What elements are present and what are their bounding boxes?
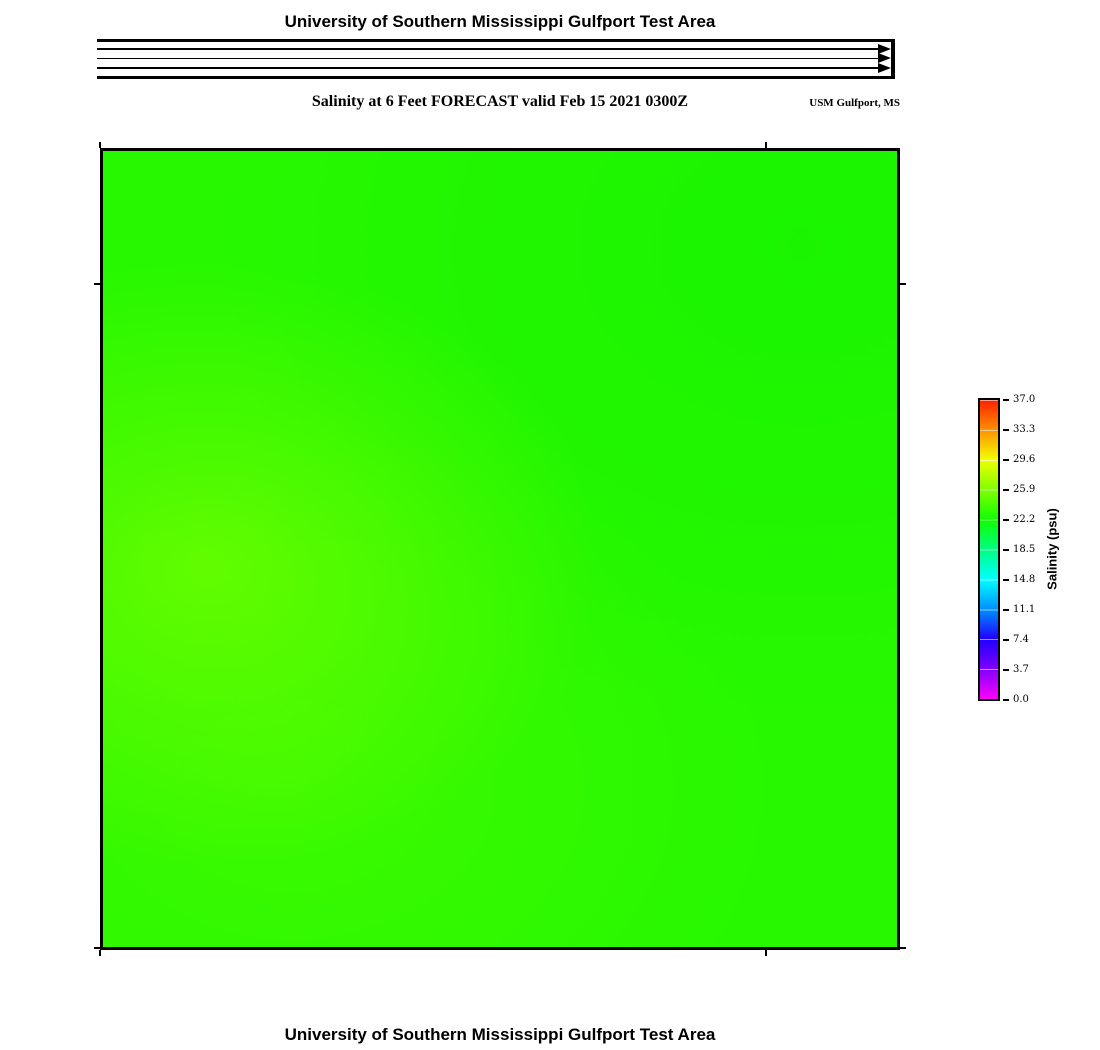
flow-banner bbox=[97, 39, 895, 79]
colorbar-axis-label: Salinity (psu) bbox=[1044, 508, 1060, 590]
colorbar-tick-mark bbox=[1003, 639, 1009, 641]
colorbar-tick-label: 29.6 bbox=[1013, 454, 1036, 465]
colorbar-tick-label: 7.4 bbox=[1013, 634, 1029, 645]
colorbar-tick-row bbox=[1003, 634, 1029, 646]
colorbar-tick-mark bbox=[1003, 549, 1009, 551]
colorbar-tick-row bbox=[1003, 514, 1035, 526]
colorbar-tick-row bbox=[1003, 694, 1029, 706]
colorbar-tick-row bbox=[1003, 454, 1035, 466]
colorbar-tick-label: 22.2 bbox=[1013, 514, 1036, 525]
colorbar-tick-label: 0.0 bbox=[1013, 694, 1029, 705]
right-arrow-icon bbox=[878, 53, 891, 63]
colorbar-tick-mark bbox=[1003, 399, 1009, 401]
colorbar-tick-row bbox=[1003, 574, 1035, 586]
axis-tick bbox=[900, 947, 906, 949]
source-stamp: USM Gulfport, MS bbox=[809, 97, 900, 109]
colorbar-tick-mark bbox=[1003, 519, 1009, 521]
axis-tick bbox=[99, 142, 101, 148]
flow-line bbox=[97, 58, 879, 60]
right-arrow-icon bbox=[878, 44, 891, 54]
colorbar-tick-mark bbox=[1003, 429, 1009, 431]
colorbar-tick-row bbox=[1003, 424, 1035, 436]
colorbar-tick-row bbox=[1003, 604, 1035, 616]
colorbar bbox=[978, 398, 1000, 701]
salinity-heatmap bbox=[100, 148, 900, 950]
colorbar-tick-mark bbox=[1003, 609, 1009, 611]
colorbar-tick-mark bbox=[1003, 579, 1009, 581]
colorbar-tick-label: 25.9 bbox=[1013, 484, 1036, 495]
right-arrow-icon bbox=[878, 63, 891, 73]
flow-line bbox=[97, 48, 879, 50]
colorbar-tick-label: 11.1 bbox=[1013, 604, 1036, 615]
colorbar-tick-mark bbox=[1003, 699, 1009, 701]
axis-tick bbox=[99, 950, 101, 956]
colorbar-tick-label: 37.0 bbox=[1013, 394, 1036, 405]
colorbar-tick-row bbox=[1003, 484, 1035, 496]
axis-tick bbox=[94, 947, 100, 949]
colorbar-tick-mark bbox=[1003, 489, 1009, 491]
colorbar-tick-label: 18.5 bbox=[1013, 544, 1036, 555]
axis-tick bbox=[765, 950, 767, 956]
colorbar-tick-label: 3.7 bbox=[1013, 664, 1029, 675]
axis-tick bbox=[900, 283, 906, 285]
colorbar-tick-label: 14.8 bbox=[1013, 574, 1036, 585]
colorbar-tick-row bbox=[1003, 664, 1029, 676]
flow-line bbox=[97, 67, 879, 69]
colorbar-tick-label: 33.3 bbox=[1013, 424, 1036, 435]
colorbar-tick-mark bbox=[1003, 669, 1009, 671]
colorbar-tick-row bbox=[1003, 544, 1035, 556]
footer-title: University of Southern Mississippi Gulfport Test Area bbox=[284, 1025, 716, 1044]
chart-subtitle: Salinity at 6 Feet FORECAST valid Feb 15 2021 0300Z bbox=[311, 93, 689, 110]
colorbar-separators bbox=[980, 400, 998, 699]
page-title: University of Southern Mississippi Gulfport Test Area bbox=[284, 12, 716, 31]
colorbar-tick-mark bbox=[1003, 459, 1009, 461]
axis-tick bbox=[94, 283, 100, 285]
colorbar-tick-row bbox=[1003, 394, 1035, 406]
axis-tick bbox=[765, 142, 767, 148]
